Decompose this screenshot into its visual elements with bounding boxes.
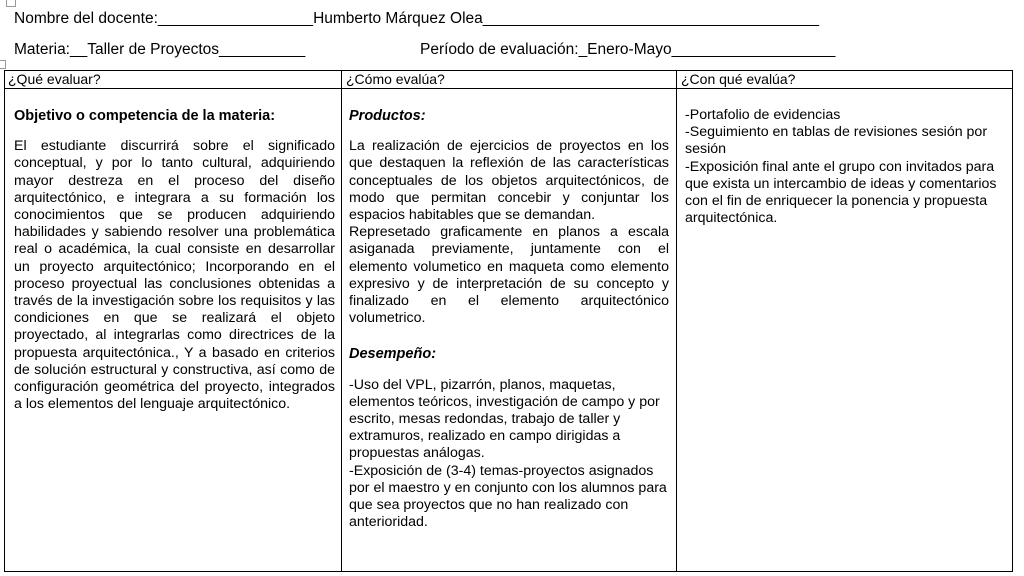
- docente-label: Nombre del docente:: [14, 10, 158, 27]
- competencia-body: El estudiante discurrirá sobre el significado conceptual, y por lo tanto cultural, adquiriendo mayor destreza en el proceso del diseño arquitectónico, e integrara a su formación los conocimientos que se producen adquiriendo habilidades y sabiendo resolver una problemática real o académica, la cual consiste en desarrollar un proyecto arquitectónico; Incorporando en el proceso proyectual las conclusiones obtenidas a través de la investigación sobre los requisitos y las condiciones en que se realizará el objeto proyectado, al integrarlas como directrices de la propuesta arquitectónica., Y a basado en criterios de solución estructural y constructiva, así como de configuración geométrica del proyecto, integrados a los elementos del lenguaje arquitectónico.: [14, 138, 335, 413]
- periodo-line: [420, 41, 835, 59]
- periodo-value: _Enero-Mayo___________________: [578, 41, 836, 58]
- column-divider-2: [676, 71, 677, 571]
- docente-blank-before: __________________: [157, 10, 314, 27]
- list-item: -Portafolio de evidencias: [685, 107, 841, 123]
- docente-name: Humberto Márquez Olea: [313, 10, 483, 27]
- con-que-evalua-cell: [685, 107, 1005, 227]
- desempeno-heading: Desempeño:: [349, 346, 437, 363]
- header-que-evaluar: ¿Qué evaluar?: [8, 71, 101, 87]
- como-evalua-cell: [349, 108, 669, 531]
- evaluation-table: [4, 70, 1013, 572]
- desempeno-paragraph-2: -Exposición de (3-4) temas-proyectos asignados por el maestro y en conjunto con los alumnos para que sea proyectos que no han realizado con anterioridad.: [349, 462, 667, 531]
- table-move-handle[interactable]: [6, 0, 16, 7]
- productos-paragraph-2: Represetado graficamente en planos a escala asiganada previamente, juntamente con el elemento volumetico en maqueta como elemento expresivo y de interpretación de su concepto y finalizado en el elemento arquitectónico volumetrico.: [349, 224, 669, 327]
- periodo-label: Período de evaluación:: [420, 41, 579, 58]
- row-select-handle[interactable]: [0, 60, 6, 69]
- materia-line: [14, 41, 305, 59]
- list-item: -Exposición final ante el grupo con invitados para que exista un intercambio de ideas y comentarios con el fin de enriquecer la ponencia y propuesta arquitectónica.: [685, 158, 997, 227]
- productos-paragraph-1: La realización de ejercicios de proyectos en los que destaquen la reflexión de las características conceptuales de los objetos arquitectónicos, de modo que permitan concebir y conjuntar los espacios habitables que se demandan.: [349, 138, 669, 224]
- desempeno-paragraph-1: -Uso del VPL, pizarrón, planos, maquetas, elementos teóricos, investigación de campo y por escrito, mesas redondas, trabajo de taller y extramuros, realizado en campo dirigidas a propuestas análogas.: [349, 376, 660, 462]
- productos-heading: Productos:: [349, 108, 426, 124]
- competencia-cell: [14, 108, 335, 413]
- header-con-que-evalua: ¿Con qué evalúa?: [681, 71, 796, 87]
- header-divider: [5, 88, 1012, 89]
- list-item: -Seguimiento en tablas de revisiones sesión por sesión: [685, 124, 988, 158]
- materia-label: Materia:: [14, 41, 70, 58]
- docente-blank-after: _______________________________________: [482, 10, 819, 27]
- column-divider-1: [341, 71, 342, 571]
- competencia-heading: Objetivo o competencia de la materia:: [14, 108, 276, 124]
- header-como-evalua: ¿Cómo evalúa?: [346, 71, 445, 87]
- materia-value: __Taller de Proyectos__________: [70, 41, 306, 58]
- docente-line: [14, 10, 819, 28]
